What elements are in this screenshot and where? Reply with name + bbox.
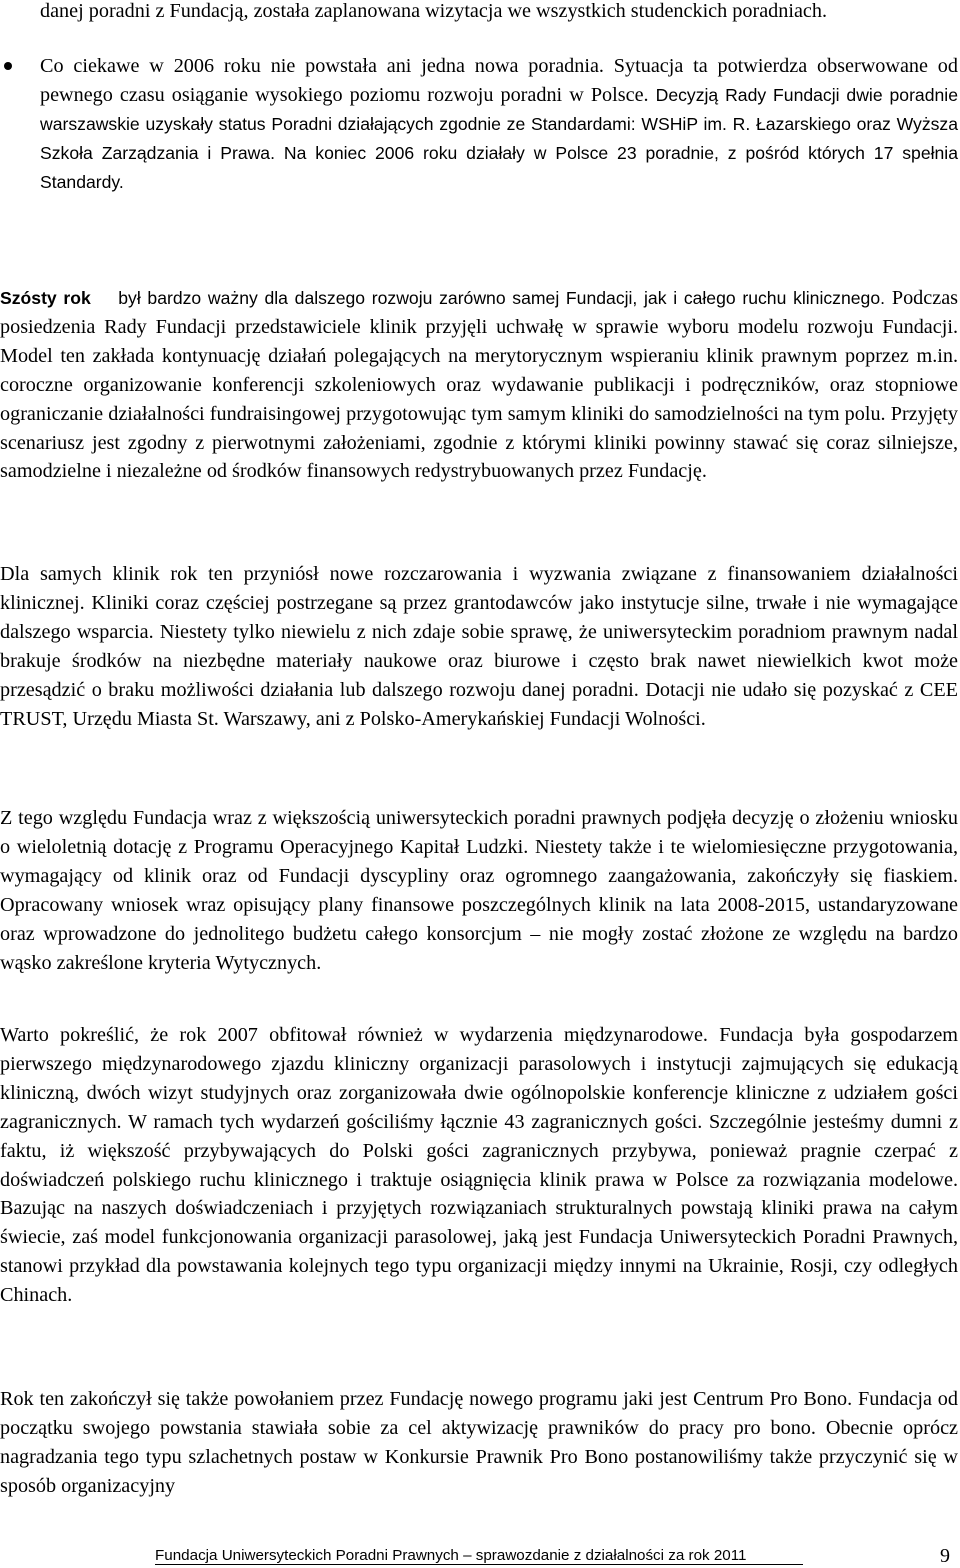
paragraph-text-a: był bardzo ważny dla dalszego rozwoju zarówno samej Fundacji, jak i całego ruchu klinicznego.: [118, 288, 885, 308]
bullet-item-text: danej poradni z Fundacją, została zaplanowana wizytacja we wszystkich studenckich poradniach.: [40, 0, 828, 22]
footer-underline: [155, 1564, 803, 1565]
paragraph-sixth-year: [0, 284, 958, 486]
bullet-item-text-a: Co ciekawe w 2006 roku nie powstała ani jedna nowa poradnia. Sytuacja ta potwierdza obserwowane od pewnego czasu osiąganie wysokiego poziomu rozwoju poradni w Polsce.: [40, 55, 958, 106]
paragraph-grant-application: Z tego względu Fundacja wraz z większością uniwersyteckich poradni prawnych podjęła decyzję o złożeniu wniosku o wieloletnią dotację z Programu Operacyjnego Kapitał Ludzki. Niestety także i te wielomiesięczne przygotowania, wymagający od klinik oraz od Fundacji dyscypliny oraz ogromnego zaangażowania, zakończyły się fiaskiem. Opracowany wniosek wraz opisujący plany finansowe poszczególnych klinik na lata 2008-2015, ustandaryzowane oraz wprowadzone do jednolitego budżetu całego konsorcjum – nie mogły zostać złożone ze względu na bardzo wąsko zakreślone kryteria Wytycznych.: [0, 807, 958, 974]
paragraph-pro-bono: Rok ten zakończył się także powołaniem przez Fundację nowego programu jaki jest Centrum Pro Bono. Fundacja od początku swojego powstania stawiała sobie za cel aktywizację prawników do pracy pro bono. Obecnie oprócz nagradzania tego typu szlachetnych postaw w Konkursie Prawnik Pro Bono postanowiliśmy także przyczynić się w sposób organizacyjny: [0, 1388, 958, 1497]
bullet-item: [0, 52, 958, 197]
footer-text: Fundacja Uniwersyteckich Poradni Prawnych – sprawozdanie z działalności za rok 2011: [155, 1547, 747, 1564]
bullet-item-continuation: [0, 0, 958, 26]
paragraph-clinics-funding: Dla samych klinik rok ten przyniósł nowe rozczarowania i wyzwania związane z finansowaniem działalności klinicznej. Kliniki coraz częściej postrzegane są przez grantodawców jako instytucje silne, trwałe i nie wymagające dalszego wsparcia. Niestety tylko niewielu z nich zdaje sobie sprawę, że uniwersyteckim poradniom prawnym nadal brakuje środków na niezbędne materiały naukowe oraz biurowe i często brak nawet niewielkich kwot może przesądzić o braku możliwości działania lub dalszego rozwoju danej poradni. Dotacji nie udało się pozyskać z CEE TRUST, Urzędu Miasta St. Warszawy, ani z Polsko-Amerykańskiej Fundacji Wolności.: [0, 563, 958, 730]
bullet-item-text-b: Decyzją Rady Fundacji dwie poradnie warszawskie uzyskały status Poradni działających zgodnie ze Standardami: WSHiP im. R. Łazarskiego oraz Wyższa Szkoła Zarządzania i Prawa. Na koniec 2006 roku działały w Polsce 23 poradnie, z pośród których 17 spełnia Standardy.: [40, 84, 958, 192]
page-footer: [0, 1546, 960, 1568]
page-number: 9: [940, 1545, 950, 1567]
paragraph-text-b: Podczas posiedzenia Rady Fundacji przedstawiciele klinik przyjęli uchwałę w sprawie wyboru modelu rozwoju Fundacji. Model ten zakłada kontynuację działań polegających na merytorycznym wspieraniu klinik prawnym poprzez m.in. coroczne organizowanie konferencji szkoleniowych oraz wydawanie publikacji i podręczników, oraz stopniowe ograniczanie działalności fundraisingowej przygotowując tym samym kliniki do samodzielności na tym polu. Przyjęty scenariusz jest zgodny z pierwotnymi założeniami, zgodnie z którymi kliniki powinny stawać się coraz silniejsze, samodzielne i niezależne od środków finansowych redystrybuowanych przez Fundację.: [0, 287, 959, 483]
paragraph-lead: Szósty rok: [0, 288, 91, 308]
paragraph-international-events: Warto pokreślić, że rok 2007 obfitował również w wydarzenia międzynarodowe. Fundacja była gospodarzem pierwszego międzynarodowego zjazdu kliniczny organizacji parasolowych i instytucji zajmujących się edukacją kliniczną, dwóch wizyt studyjnych oraz zorganizowała dwie ogólnopolskie konferencje kliniczne z udziałem gości zagranicznych. W ramach tych wydarzeń gościliśmy łącznie 43 zagranicznych gości. Szczególnie jesteśmy dumni z faktu, iż większość przybywających do Polski gości zagranicznych przybywa, ponieważ pragnie czerpać z doświadczeń polskiego ruchu klinicznego i traktuje osiągnięcia klinik prawa w Polsce za rozwiązania modelowe. Bazując na naszych doświadczeniach i przyjętych rozwiązaniach strukturalnych powstają kliniki prawa na całym świecie, zaś model funkcjonowania organizacji parasolowej, jaką jest Fundacja Uniwersyteckich Poradni Prawnych, stanowi przykład dla powstawania kolejnych tego typu organizacji między innymi na Ukrainie, Rosji, czy odległych Chinach.: [0, 1024, 958, 1307]
